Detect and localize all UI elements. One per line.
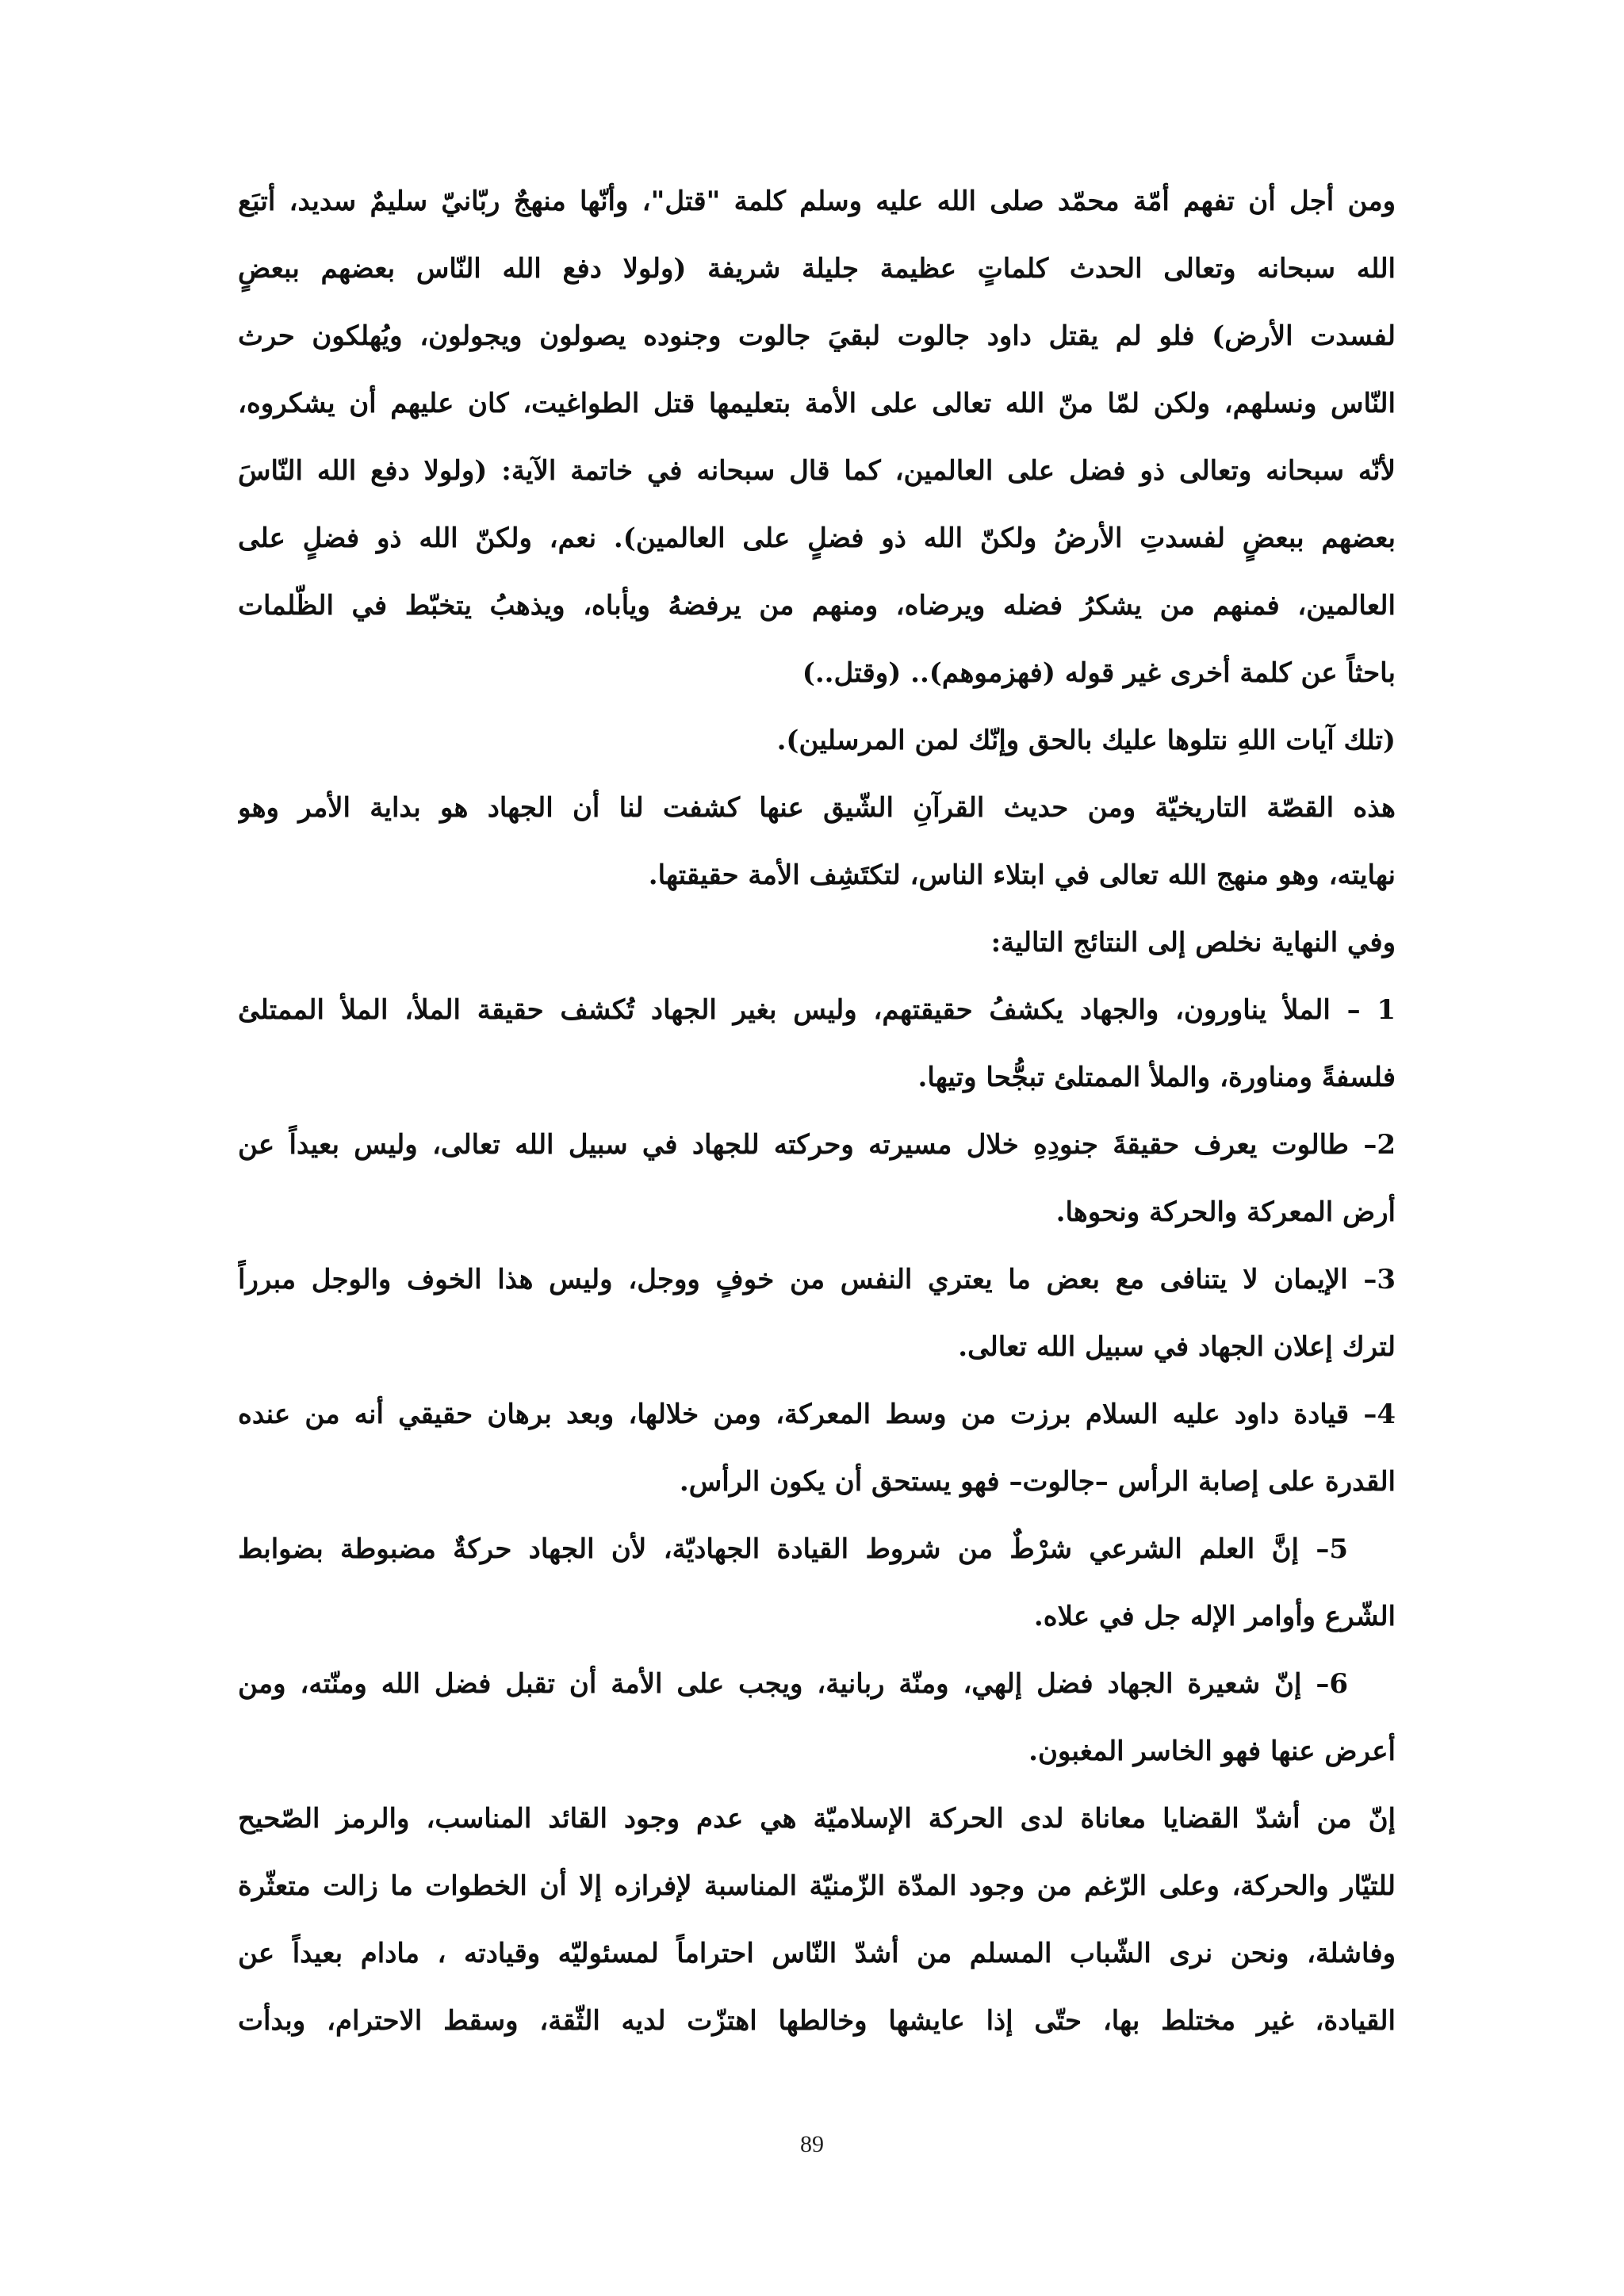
list-item-3-cont: لترك إعلان الجهاد في سبيل الله تعالى. bbox=[958, 1331, 1396, 1363]
list-item-2: 2– طالوت يعرف حقيقةَ جنودِهِ خلال مسيرته وحركته للجهاد في سبيل الله تعالى، وليس بعيداً عن bbox=[238, 1129, 1396, 1161]
list-item-6-cont: أعرض عنها فهو الخاسر المغبون. bbox=[1028, 1735, 1396, 1767]
list-item-1-cont: فلسفةً ومناورة، والملأ الممتلئ تبجُّحا وتيها. bbox=[917, 1062, 1396, 1093]
text-line: النّاس ونسلهم، ولكن لمّا منّ الله تعالى على الأمة بتعليمها قتل الطواغيت، كان عليهم أن يشكروه، bbox=[238, 388, 1396, 419]
text-line: وفاشلة، ونحن نرى الشّباب المسلم من أشدّ النّاس احتراماً لمسئوليّه وقيادته ، مادام بعيداً عن bbox=[238, 1938, 1396, 1969]
text-line: هذه القصّة التاريخيّة ومن حديث القرآنِ الشّيق عنها كشفت لنا أن الجهاد هو بداية الأمر وهو bbox=[238, 792, 1396, 824]
text-line: بعضهم ببعضٍ لفسدتِ الأرضُ ولكنّ الله ذو فضلٍ على العالمين). نعم، ولكنّ الله ذو فضلٍ على bbox=[238, 522, 1396, 554]
text-line: لفسدت الأرض) فلو لم يقتل داود جالوت لبقيَ جالوت وجنوده يصولون ويجولون، ويُهلكون حرث bbox=[238, 320, 1396, 352]
text-line: للتيّار والحركة، وعلى الرّغم من وجود المدّة الزّمنيّة المناسبة لإفرازه إلا أن الخطوات ما زالت متعثّرة bbox=[238, 1870, 1396, 1902]
list-item-4: 4– قيادة داود عليه السلام برزت من وسط المعركة، ومن خلالها، وبعد برهان حقيقي أنه من عنده bbox=[238, 1399, 1396, 1430]
list-item-6: 6– إنّ شعيرة الجهاد فضل إلهي، ومنّة ربانية، ويجب على الأمة أن تقبل فضل الله ومنّته، ومن bbox=[238, 1668, 1348, 1700]
text-line: العالمين، فمنهم من يشكرُ فضله ويرضاه، ومنهم من يرفضهُ ويأباه، ويذهبُ يتخبّط في الظّلمات bbox=[238, 590, 1396, 622]
list-item-2-cont: أرض المعركة والحركة ونحوها. bbox=[1055, 1196, 1396, 1228]
verse-line: (تلك آيات اللهِ نتلوها عليك بالحق وإنّك لمن المرسلين). bbox=[776, 725, 1396, 756]
text-line: الله سبحانه وتعالى الحدث كلماتٍ عظيمة جليلة شريفة (ولولا دفع الله النّاس بعضهم ببعضٍ bbox=[238, 253, 1396, 285]
text-line: ومن أجل أن تفهم أمّة محمّد صلى الله عليه وسلم كلمة "قتل"، وأنّها منهجٌ ربّانيّ سليمٌ سديد، أتبَع bbox=[238, 186, 1396, 217]
page-number: 89 bbox=[800, 2131, 824, 2157]
list-item-5: 5– إنَّ العلم الشرعي شرْطٌ من شروط القيادة الجهاديّة، لأن الجهاد حركةٌ مضبوطة بضوابط bbox=[238, 1533, 1348, 1565]
list-item-4-cont: القدرة على إصابة الرأس –جالوت– فهو يستحق أن يكون الرأس. bbox=[679, 1466, 1396, 1498]
body-text bbox=[238, 168, 1396, 2055]
list-item-1: 1 – الملأ يناورون، والجهاد يكشفُ حقيقتهم، وليس بغير الجهاد تُكشف حقيقة الملأ، الملأ الممتلئ bbox=[238, 994, 1396, 1026]
list-item-3: 3– الإيمان لا يتنافى مع بعض ما يعتري النفس من خوفٍ ووجل، وليس هذا الخوف والوجل مبرراً bbox=[238, 1264, 1396, 1295]
text-line: القيادة، غير مختلط بها، حتّى إذا عايشها وخالطها اهتزّت لديه الثّقة، وسقط الاحترام، وبدأت bbox=[238, 2005, 1396, 2037]
text-line: باحثاً عن كلمة أخرى غير قوله (فهزموهم).. (وقتل..) bbox=[802, 657, 1396, 689]
list-item-5-cont: الشّرع وأوامر الإله جل في علاه. bbox=[1033, 1601, 1396, 1632]
text-line: وفي النهاية نخلص إلى النتائج التالية: bbox=[990, 927, 1396, 959]
text-line: نهايته، وهو منهج الله تعالى في ابتلاء الناس، لتكتَشِف الأمة حقيقتها. bbox=[648, 859, 1396, 891]
text-line: لأنّه سبحانه وتعالى ذو فضل على العالمين، كما قال سبحانه في خاتمة الآية: (ولولا دفع الله النّاسَ bbox=[238, 455, 1396, 487]
text-line: إنّ من أشدّ القضايا معاناة لدى الحركة الإسلاميّة هي عدم وجود القائد المناسب، والرمز الصّحيح bbox=[238, 1803, 1396, 1835]
